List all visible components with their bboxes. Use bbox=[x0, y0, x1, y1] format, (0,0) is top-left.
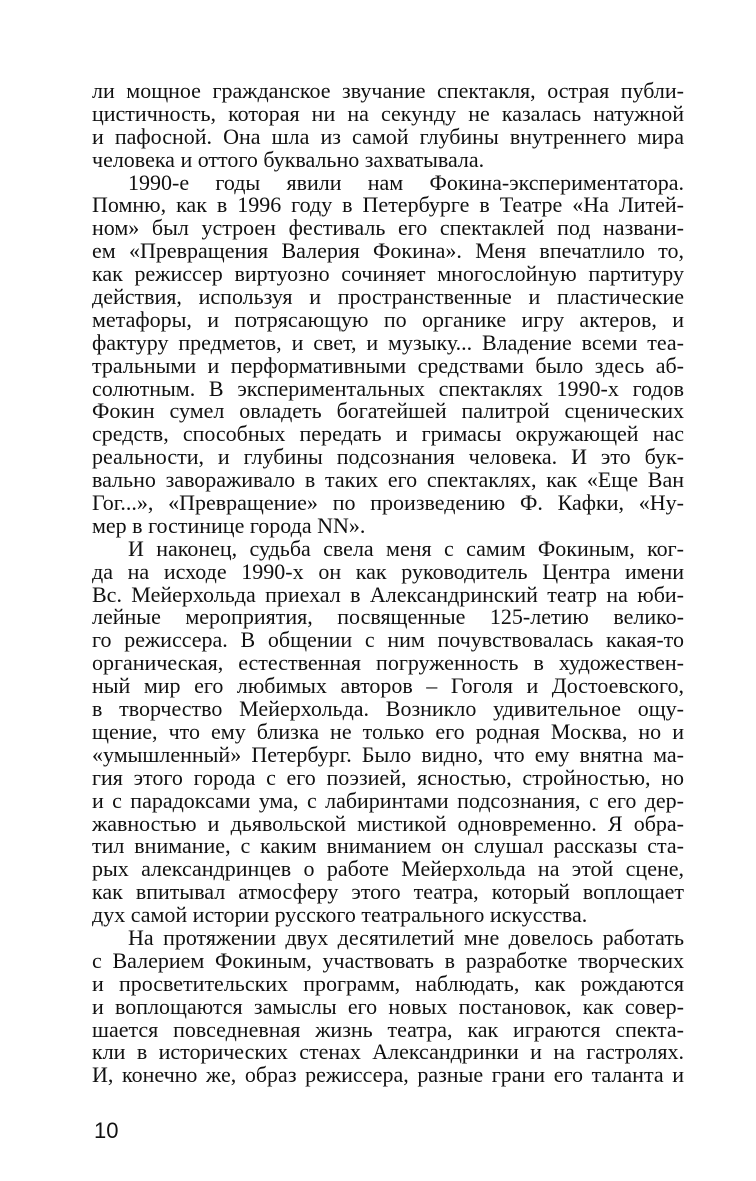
text-line-content: кли в исторических стенах Александринки и на гастролях. bbox=[92, 1039, 684, 1065]
text-line-content: действия, используя и пространственные и пластические bbox=[92, 284, 684, 310]
paragraph bbox=[92, 169, 684, 538]
text-line-content: в творчество Мейерхольда. Возникло удивительное ощу- bbox=[92, 696, 684, 722]
text-line-content: как режиссер виртуозно сочиняет многослойную партитуру bbox=[92, 261, 684, 287]
text-line-content: тральными и перформативными средствами было здесь аб- bbox=[92, 352, 684, 378]
text-line bbox=[92, 993, 684, 1019]
text-line bbox=[92, 123, 684, 149]
text-line bbox=[92, 446, 684, 469]
text-line bbox=[92, 512, 684, 538]
text-line bbox=[92, 810, 684, 836]
text-line-content: фактуру предметов, и свет, и музыку... Владение всеми теа- bbox=[92, 329, 684, 355]
text-line-content: да на исходе 1990-х он как руководитель Центра имени bbox=[92, 558, 684, 584]
text-line bbox=[92, 835, 684, 858]
text-line bbox=[92, 1016, 684, 1042]
text-line-content: ли мощное гражданское звучание спектакля, острая публи- bbox=[92, 78, 684, 103]
text-line-content: человека и оттого буквально захватывала. bbox=[92, 146, 485, 172]
text-line bbox=[92, 970, 684, 996]
text-line bbox=[92, 1064, 684, 1087]
text-line bbox=[92, 1041, 684, 1064]
text-line bbox=[92, 194, 684, 217]
text-line bbox=[92, 217, 684, 240]
text-line-content: И наконец, судьба свела меня с самим Фокиным, ког- bbox=[128, 535, 684, 561]
text-line bbox=[92, 764, 684, 790]
text-line bbox=[92, 100, 684, 126]
text-line bbox=[92, 947, 684, 973]
text-line-content: и воплощаются замыслы его новых постановок, как совер- bbox=[92, 993, 684, 1019]
text-line bbox=[92, 169, 684, 195]
text-line-content: И, конечно же, образ режиссера, разные грани его таланта и bbox=[92, 1062, 684, 1088]
text-line-content: органическая, естественная погруженность в художествен- bbox=[92, 650, 684, 676]
paragraph bbox=[92, 535, 684, 928]
text-line bbox=[92, 629, 684, 652]
text-line-content: го режиссера. В общении с ним почувствовалась какая-то bbox=[92, 627, 684, 653]
text-line bbox=[92, 329, 684, 355]
text-line-content: вально завораживало в таких его спектаклях, как «Еще Ван bbox=[92, 467, 684, 493]
text-line bbox=[92, 352, 684, 378]
text-line-content: как впитывал атмосферу этого театра, который воплощает bbox=[92, 879, 684, 905]
text-line-content: с Валерием Фокиным, участвовать в разработке творческих bbox=[92, 947, 684, 973]
text-line bbox=[92, 904, 684, 927]
text-line-content: Помню, как в 1996 году в Петербурге в Театре «На Литей- bbox=[92, 192, 684, 218]
text-line bbox=[92, 652, 684, 675]
text-line bbox=[92, 492, 684, 515]
text-line-content: 1990-е годы явили нам Фокина-экспериментатора. bbox=[128, 169, 684, 195]
text-line bbox=[92, 858, 684, 881]
text-line bbox=[92, 606, 684, 629]
text-line-content: лейные мероприятия, посвященные 125-летию велико- bbox=[92, 604, 684, 630]
text-line bbox=[92, 535, 684, 561]
text-line-content: ем «Превращения Валерия Фокина». Меня впечатлило то, bbox=[92, 238, 684, 264]
text-line bbox=[92, 698, 684, 721]
paragraph bbox=[92, 80, 684, 172]
text-line-content: метафоры, и потрясающую по органике игру актеров, и bbox=[92, 306, 684, 332]
text-line-content: мер в гостинице города NN». bbox=[92, 512, 366, 538]
text-line bbox=[92, 240, 684, 263]
text-line-content: Вс. Мейерхольда приехал в Александринский театр на юби- bbox=[92, 581, 684, 607]
text-line-content: жавностью и дьявольской мистикой одновременно. Я обра- bbox=[92, 810, 684, 836]
text-line-content: дух самой истории русского театрального искусства. bbox=[92, 902, 588, 928]
text-line bbox=[92, 423, 684, 446]
text-line-content: «умышленный» Петербург. Было видно, что ему внятна ма- bbox=[92, 741, 684, 767]
text-line bbox=[92, 400, 684, 423]
text-line-content: Гог...», «Превращение» по произведению Ф. Кафки, «Ну- bbox=[92, 490, 684, 516]
text-line-content: На протяжении двух десятилетий мне довелось работать bbox=[128, 924, 684, 950]
text-line-content: тил внимание, с каким вниманием он слушал рассказы ста- bbox=[92, 833, 684, 859]
text-line bbox=[92, 881, 684, 904]
text-line bbox=[92, 80, 684, 103]
text-line-content: и пафосной. Она шла из самой глубины внутреннего мира bbox=[92, 123, 684, 149]
text-line-content: цистичность, которая ни на секунду не казалась натужной bbox=[92, 100, 684, 126]
text-line-content: средств, способных передать и гримасы окружающей нас bbox=[92, 421, 684, 447]
text-line-content: реальности, и глубины подсознания человека. И это бук- bbox=[92, 444, 684, 470]
text-line-content: Фокин сумел овладеть богатейшей палитрой сценических bbox=[92, 398, 684, 424]
text-line-content: ном» был устроен фестиваль его спектаклей под названи- bbox=[92, 215, 684, 241]
text-line bbox=[92, 718, 684, 744]
page-number: 10 bbox=[94, 1118, 119, 1143]
text-line-content: гия этого города с его поэзией, ясностью, стройностью, но bbox=[92, 764, 684, 790]
text-line bbox=[92, 581, 684, 607]
text-line bbox=[92, 286, 684, 309]
text-line bbox=[92, 787, 684, 813]
text-line bbox=[92, 263, 684, 286]
text-line bbox=[92, 741, 684, 767]
text-line-content: рых александринцев о работе Мейерхольда на этой сцене, bbox=[92, 856, 684, 882]
text-line-content: щение, что ему близка не только его родная Москва, но и bbox=[92, 718, 684, 744]
text-line bbox=[92, 675, 684, 698]
text-line-content: и с парадоксами ума, с лабиринтами подсознания, с его дер- bbox=[92, 787, 684, 813]
text-line-content: ный мир его любимых авторов – Гоголя и Достоевского, bbox=[92, 673, 684, 699]
text-line-content: и просветительских программ, наблюдать, как рождаются bbox=[92, 970, 684, 996]
text-line bbox=[92, 146, 684, 172]
text-line bbox=[92, 558, 684, 584]
text-line-content: солютным. В экспериментальных спектаклях 1990-х годов bbox=[92, 375, 684, 401]
text-line bbox=[92, 375, 684, 401]
text-line bbox=[92, 469, 684, 492]
body-text bbox=[92, 80, 684, 1087]
text-line bbox=[92, 924, 684, 950]
text-line bbox=[92, 306, 684, 332]
text-line-content: шается повседневная жизнь театра, как играются спекта- bbox=[92, 1016, 684, 1042]
paragraph bbox=[92, 924, 684, 1088]
